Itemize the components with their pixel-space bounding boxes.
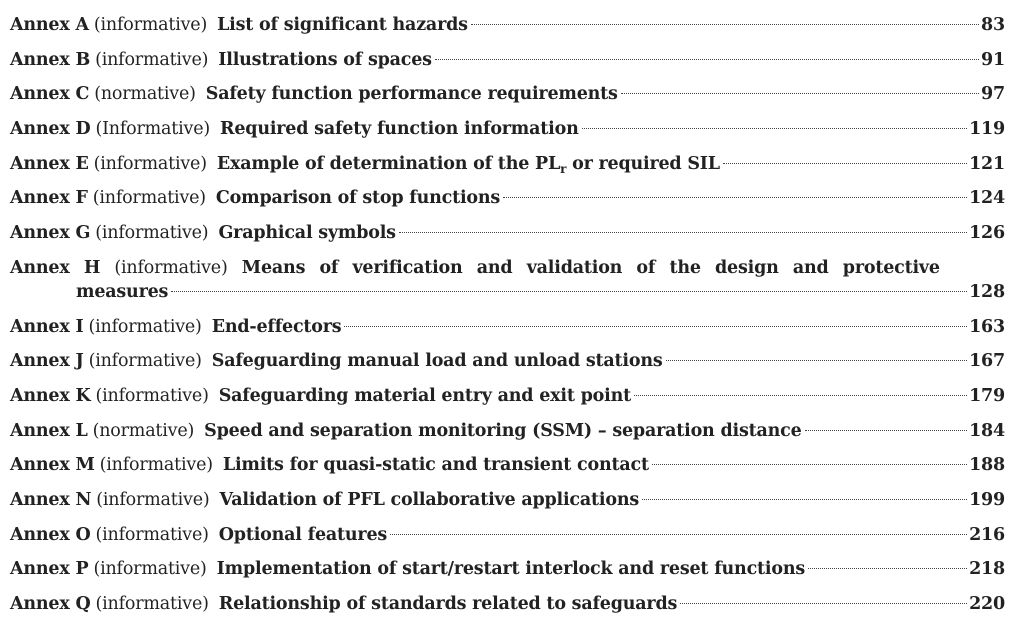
dot-leader — [634, 395, 967, 396]
dot-leader — [344, 326, 967, 327]
annex-title: Speed and separation monitoring (SSM) – separation distance — [204, 420, 802, 441]
annex-id: Annex M — [10, 455, 95, 476]
toc-entry-annex-k[interactable] — [10, 379, 1005, 414]
annex-type: (normative) — [92, 420, 195, 441]
page-number: 121 — [969, 153, 1005, 174]
annex-title-continued: measures — [76, 281, 169, 302]
annex-type: (informative) — [95, 385, 209, 406]
annex-type: (Informative) — [95, 119, 210, 140]
toc-entry-annex-e[interactable] — [10, 147, 1005, 182]
annex-type: (informative) — [88, 316, 202, 337]
annex-title: Relationship of standards related to safeguards — [218, 594, 678, 614]
page-number: 179 — [969, 385, 1005, 406]
annex-title: End-effectors — [211, 316, 342, 337]
annex-id-word: Annex — [10, 257, 70, 278]
subscript-r: r — [560, 161, 567, 176]
annex-type: (informative) — [114, 257, 228, 278]
dot-leader — [805, 430, 968, 431]
dot-leader — [723, 163, 967, 164]
annex-title: Implementation of start/restart interlock and reset functions — [216, 559, 806, 580]
annex-id-letter: H — [83, 257, 101, 278]
annex-title: Validation of PFL collaborative applications — [219, 489, 639, 510]
toc-entry-annex-l[interactable] — [10, 414, 1005, 449]
page-number: 124 — [969, 188, 1005, 209]
title-word: and — [792, 257, 829, 278]
toc-entry-annex-d[interactable] — [10, 112, 1005, 147]
dot-leader — [471, 24, 979, 25]
annex-type: (informative) — [92, 188, 206, 209]
dot-leader — [399, 232, 967, 233]
annex-title: Required safety function information — [220, 119, 579, 140]
page-number: 167 — [969, 351, 1005, 372]
page-number: 218 — [969, 559, 1005, 580]
annex-title: Comparison of stop functions — [215, 188, 501, 209]
annex-type: (informative) — [93, 15, 208, 35]
dot-leader — [503, 197, 967, 198]
page-number: 220 — [969, 594, 1005, 614]
dot-leader — [666, 360, 968, 361]
toc-entry-annex-b[interactable] — [10, 43, 1005, 78]
dot-leader — [652, 464, 967, 465]
title-word: of — [319, 257, 339, 278]
toc-entry-annex-m[interactable] — [10, 448, 1005, 483]
title-word: the — [669, 257, 701, 278]
annex-type: (informative) — [95, 524, 209, 545]
toc-entry-annex-o[interactable] — [10, 518, 1005, 553]
dot-leader — [808, 568, 967, 569]
annex-id: Annex L — [10, 420, 88, 441]
annex-type: (normative) — [94, 84, 196, 105]
page-number: 97 — [981, 84, 1005, 105]
annex-title-rest: or required SIL — [566, 153, 720, 174]
annex-title: Graphical symbols — [218, 223, 396, 244]
dot-leader — [621, 93, 979, 94]
dot-leader — [390, 534, 967, 535]
annex-id: Annex K — [10, 385, 91, 406]
annex-title: Limits for quasi-static and transient contact — [222, 455, 649, 476]
annex-title: Safeguarding manual load and unload stations — [211, 351, 663, 372]
toc-entry-annex-f[interactable] — [10, 181, 1005, 216]
page-number: 128 — [969, 281, 1005, 302]
title-word: validation — [526, 257, 623, 278]
annex-title: Safeguarding material entry and exit point — [218, 385, 631, 406]
annex-h-line-2 — [10, 280, 1005, 304]
page-number: 83 — [981, 15, 1005, 35]
dot-leader — [435, 59, 979, 60]
annex-title: Optional features — [218, 524, 388, 545]
dot-leader — [582, 128, 967, 129]
title-word: and — [476, 257, 513, 278]
title-word: of — [636, 257, 656, 278]
annex-id: Annex J — [10, 351, 84, 372]
annex-type: (informative) — [95, 223, 209, 244]
annex-h-line-1 — [10, 256, 940, 280]
annex-title: Safety function performance requirements — [205, 84, 618, 105]
dot-leader — [171, 291, 967, 292]
annex-type: (informative) — [95, 594, 209, 614]
annex-id: Annex Q — [10, 594, 91, 614]
toc-entry-annex-a[interactable] — [10, 8, 1005, 43]
toc-entry-annex-c[interactable] — [10, 77, 1005, 112]
page-number: 119 — [969, 119, 1005, 140]
annex-type: (informative) — [99, 455, 213, 476]
page-number: 188 — [969, 455, 1005, 476]
annex-id: Annex D — [10, 119, 91, 140]
annex-id: Annex I — [10, 316, 84, 337]
toc-entry-annex-p[interactable] — [10, 552, 1005, 587]
annex-title: Illustrations of spaces — [218, 49, 432, 70]
annex-type: (informative) — [88, 351, 202, 372]
page-number: 91 — [981, 49, 1005, 70]
title-word: design — [715, 257, 779, 278]
annex-type: (informative) — [95, 49, 209, 70]
toc-entry-annex-j[interactable] — [10, 344, 1005, 379]
table-of-contents — [10, 8, 1005, 622]
annex-id: Annex B — [10, 49, 91, 70]
title-word: verification — [352, 257, 463, 278]
title-word: protective — [842, 257, 940, 278]
page-number: 163 — [969, 316, 1005, 337]
annex-title-main: Example of determination of the PL — [216, 153, 561, 174]
page-number: 184 — [969, 420, 1005, 441]
annex-id: Annex E — [10, 153, 89, 174]
annex-id: Annex G — [10, 223, 91, 244]
annex-id: Annex P — [10, 559, 89, 580]
annex-title: List of significant hazards — [217, 15, 468, 35]
annex-type: (informative) — [93, 153, 207, 174]
annex-id: Annex O — [10, 524, 91, 545]
toc-entry-annex-i[interactable] — [10, 310, 1005, 345]
page-number: 126 — [969, 223, 1005, 244]
toc-entry-annex-q[interactable] — [10, 587, 1005, 622]
toc-entry-annex-n[interactable] — [10, 483, 1005, 518]
dot-leader — [680, 603, 967, 604]
toc-entry-annex-g[interactable] — [10, 216, 1005, 251]
annex-id: Annex N — [10, 489, 92, 510]
annex-id: Annex A — [10, 15, 89, 35]
page-number: 216 — [969, 524, 1005, 545]
annex-type: (informative) — [96, 489, 210, 510]
annex-type: (informative) — [93, 559, 207, 580]
toc-entry-annex-h[interactable] — [10, 251, 1005, 310]
page-number: 199 — [969, 489, 1005, 510]
annex-id: Annex C — [10, 84, 90, 105]
annex-id: Annex F — [10, 188, 88, 209]
dot-leader — [642, 499, 967, 500]
title-word: Means — [241, 257, 306, 278]
